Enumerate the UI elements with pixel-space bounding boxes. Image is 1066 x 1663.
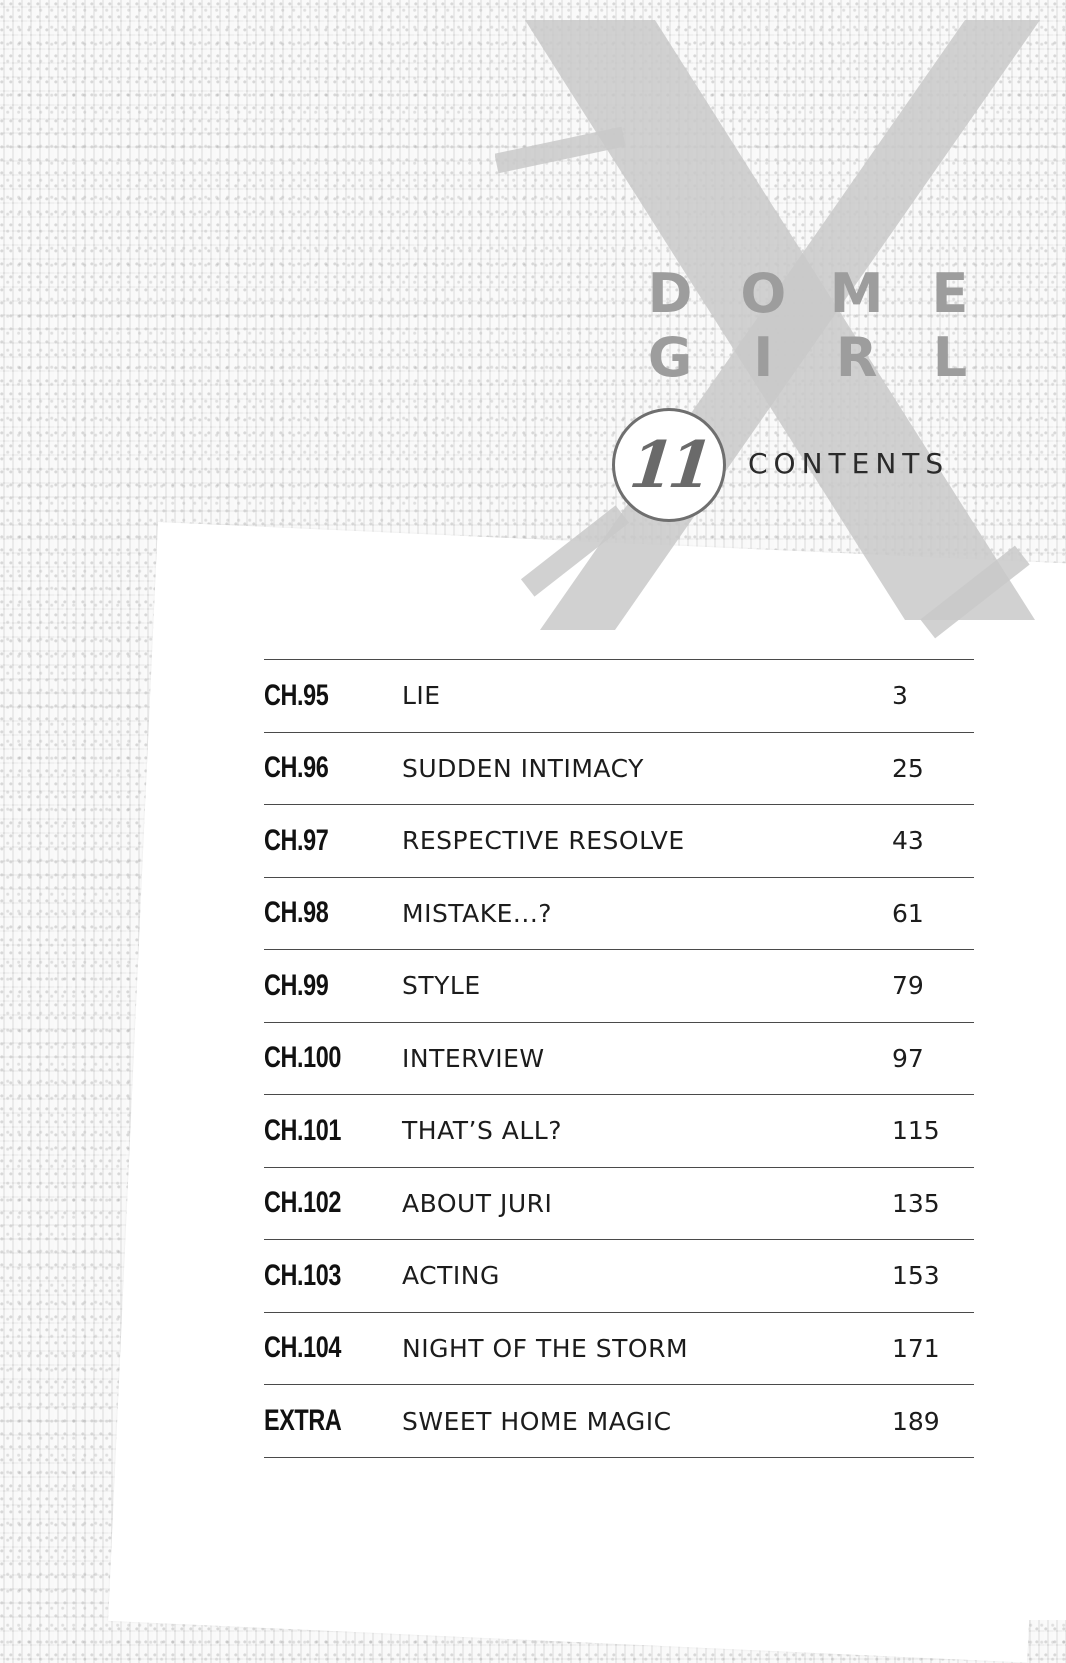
toc-row [264, 659, 974, 732]
chapter-number: CH.97 [264, 823, 329, 857]
logo-line-dome [640, 262, 980, 326]
chapter-page: 25 [892, 753, 924, 783]
chapter-page: 79 [892, 971, 924, 1001]
volume-badge [612, 408, 726, 522]
chapter-page: 97 [892, 1043, 924, 1073]
chapter-number: CH.99 [264, 968, 329, 1002]
chapter-number: CH.96 [264, 751, 329, 785]
chapter-page: 135 [892, 1188, 940, 1218]
logo-letter: I [753, 326, 774, 389]
chapter-page: 43 [892, 826, 924, 856]
chapter-title: THAT’S ALL? [402, 1116, 562, 1146]
logo-letter: E [931, 262, 969, 325]
toc-row [264, 1384, 974, 1458]
table-of-contents [264, 659, 974, 1458]
chapter-number: EXTRA [264, 1404, 342, 1437]
chapter-title: ABOUT JURI [402, 1188, 553, 1218]
toc-row [264, 1167, 974, 1240]
chapter-title: NIGHT OF THE STORM [402, 1333, 689, 1363]
toc-row [264, 949, 974, 1022]
toc-row [264, 1239, 974, 1312]
logo-letter: R [835, 326, 878, 389]
contents-heading: CONTENTS [748, 447, 950, 480]
chapter-page: 171 [892, 1333, 940, 1363]
chapter-number: CH.104 [264, 1331, 342, 1365]
chapter-title: LIE [402, 681, 441, 711]
logo-letter: G [647, 326, 693, 389]
chapter-title: RESPECTIVE RESOLVE [402, 826, 685, 856]
toc-row [264, 732, 974, 805]
chapter-page: 61 [892, 898, 924, 928]
chapter-number: CH.100 [264, 1041, 342, 1075]
logo-letter: M [829, 262, 884, 325]
chapter-page: 115 [892, 1116, 940, 1146]
logo-letter: O [740, 262, 787, 325]
volume-number: 11 [626, 427, 712, 503]
chapter-title: MISTAKE...? [402, 898, 553, 928]
chapter-number: CH.102 [264, 1186, 342, 1220]
chapter-title: SUDDEN INTIMACY [402, 753, 644, 783]
chapter-number: CH.103 [264, 1258, 342, 1292]
chapter-title: SWEET HOME MAGIC [402, 1406, 672, 1436]
chapter-page: 3 [892, 681, 908, 711]
chapter-title: STYLE [402, 971, 481, 1001]
logo-letter: L [932, 326, 968, 389]
chapter-title: ACTING [402, 1261, 500, 1291]
chapter-title: INTERVIEW [402, 1043, 545, 1073]
chapter-number: CH.98 [264, 896, 329, 930]
toc-row [264, 804, 974, 877]
toc-row [264, 877, 974, 950]
chapter-number: CH.101 [264, 1113, 342, 1147]
toc-row [264, 1022, 974, 1095]
logo-line-girl [640, 326, 980, 390]
chapter-page: 153 [892, 1261, 940, 1291]
toc-row [264, 1094, 974, 1167]
logo-letter: D [647, 262, 693, 325]
title-logo [640, 262, 980, 390]
toc-row [264, 1312, 974, 1385]
chapter-page: 189 [892, 1406, 940, 1436]
chapter-number: CH.95 [264, 678, 329, 712]
